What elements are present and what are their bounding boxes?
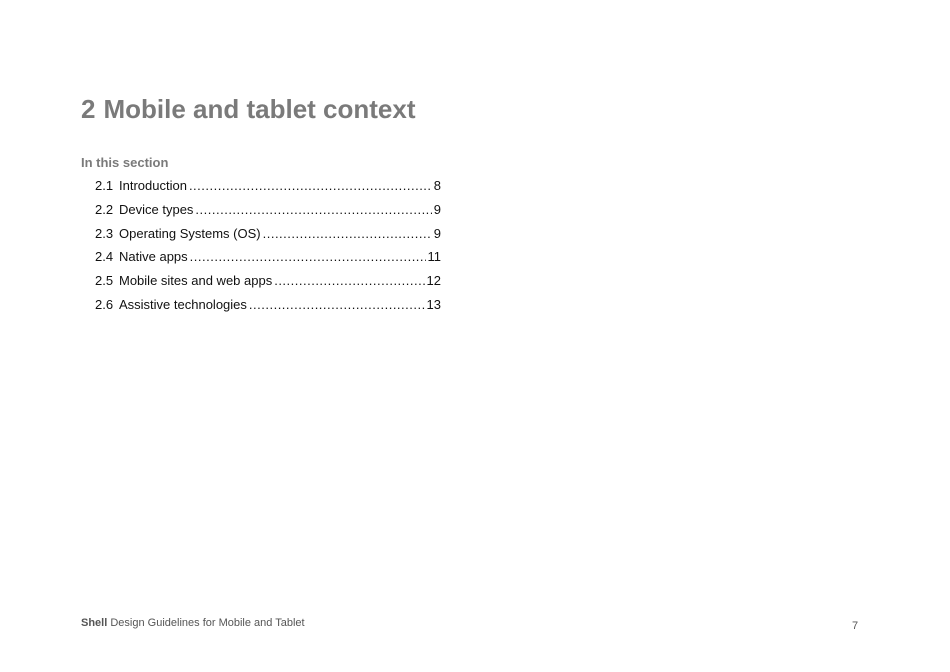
page-footer <box>81 617 305 629</box>
toc-entry-label: Introduction <box>119 178 187 193</box>
toc-entry-native-apps[interactable] <box>95 249 441 273</box>
toc-entry-mobile-sites[interactable] <box>95 273 441 297</box>
toc-entry-page: 12 <box>426 273 441 289</box>
toc-dot-leader <box>189 178 432 193</box>
toc-entry-page: 9 <box>433 201 441 217</box>
toc-entry-page: 8 <box>433 178 441 193</box>
toc-entry-label: Device types <box>119 201 194 217</box>
toc-entry-label: Assistive technologies <box>119 296 247 312</box>
toc-entry-page: 13 <box>426 296 441 312</box>
toc-entry-number: 2.3 <box>95 225 114 241</box>
footer-brand: Shell <box>81 617 108 629</box>
toc-dot-leader <box>190 249 426 264</box>
toc-entry-page: 9 <box>433 225 441 241</box>
page-number: 7 <box>852 620 859 632</box>
chapter-number: 2 <box>81 94 96 124</box>
footer-text: Design Guidelines for Mobile and Tablet <box>110 617 305 629</box>
table-of-contents <box>95 178 441 321</box>
chapter-title-text: Mobile and tablet context <box>103 94 416 124</box>
toc-entry-number: 2.4 <box>95 249 114 265</box>
toc-entry-page: 11 <box>427 249 441 265</box>
chapter-title <box>81 94 416 125</box>
section-heading: In this section <box>81 155 169 170</box>
toc-entry-number: 2.2 <box>95 201 114 217</box>
toc-entry-number: 2.6 <box>95 296 114 312</box>
toc-entry-introduction[interactable] <box>95 178 441 202</box>
toc-dot-leader <box>263 226 432 241</box>
toc-entry-assistive-technologies[interactable] <box>95 297 441 321</box>
toc-entry-device-types[interactable] <box>95 202 441 226</box>
toc-dot-leader <box>274 273 424 288</box>
toc-entry-number: 2.5 <box>95 273 114 289</box>
toc-dot-leader <box>195 202 431 217</box>
toc-dot-leader <box>249 297 425 312</box>
toc-entry-label: Operating Systems (OS) <box>119 225 261 241</box>
toc-entry-label: Mobile sites and web apps <box>119 273 273 289</box>
toc-entry-label: Native apps <box>119 249 188 265</box>
toc-entry-operating-systems[interactable] <box>95 226 441 250</box>
toc-entry-number: 2.1 <box>95 178 114 193</box>
